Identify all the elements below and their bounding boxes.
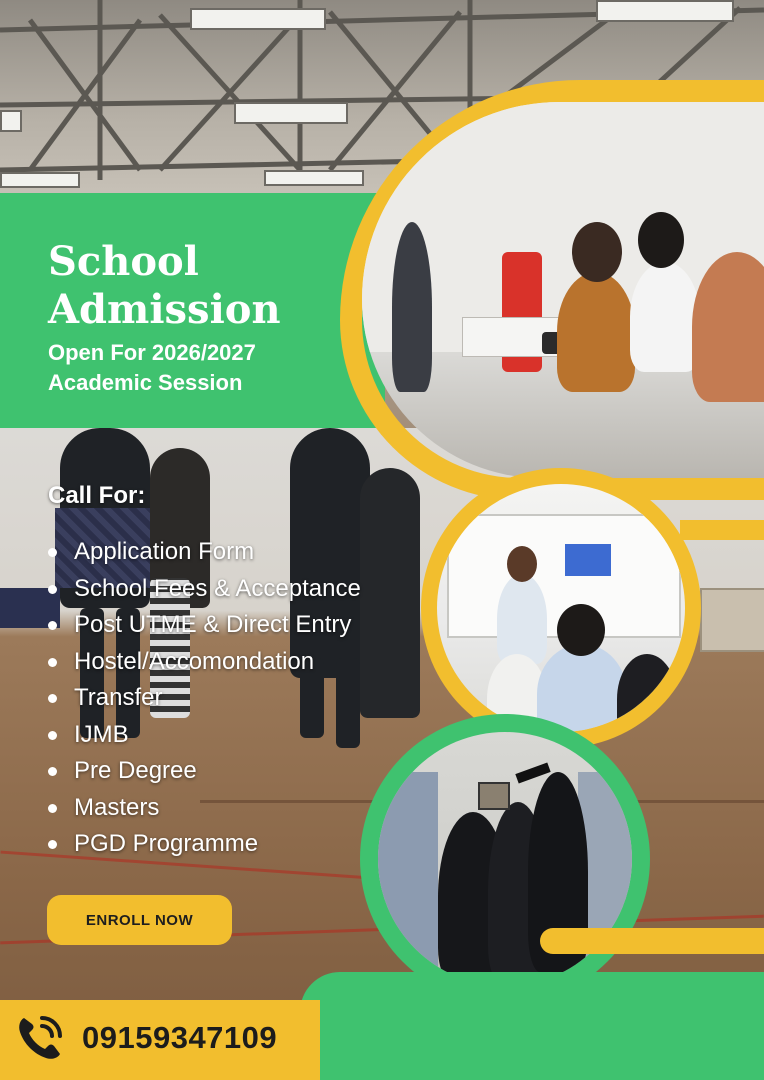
periodic-table-poster [565,544,611,576]
poster-title [48,238,368,334]
phone-number[interactable]: 09159347109 [82,1020,278,1055]
bottom-green-bar [300,972,764,1080]
classroom-students-photo [362,102,764,478]
student-head [638,212,684,268]
student-head [572,222,622,282]
yellow-accent-bar [680,520,764,540]
student-back [617,654,677,732]
ceiling-light [0,110,22,132]
ceiling-light [0,172,80,188]
ceiling-light [190,8,326,30]
bench [700,588,764,652]
services-list [48,534,361,863]
student-white-shirt [630,262,700,372]
student-orange-sweater [557,272,635,392]
subtitle-line-2: Academic Session [48,370,243,395]
diploma-frame [478,782,510,810]
enroll-now-button[interactable]: ENROLL NOW [47,895,232,945]
list-item: Post UTME & Direct Entry [48,607,361,644]
list-item: Pre Degree [48,753,361,790]
teacher-head [507,546,537,582]
list-item: Masters [48,790,361,827]
poster-subtitle [48,338,368,398]
phone-signal-icon [14,1012,66,1064]
title-line-2: Admission [48,286,281,333]
list-item: Hostel/Accomondation [48,644,361,681]
student-head [557,604,605,656]
list-item: Application Form [48,534,361,571]
dancer-silhouette [360,468,420,718]
science-class-photo [437,484,685,732]
subtitle-line-1: Open For 2026/2027 [48,340,256,365]
list-item: School Fees & Acceptance [48,571,361,608]
list-item: IJMB [48,717,361,754]
student-standing [392,222,432,392]
list-item: PGD Programme [48,826,361,863]
ceiling-light [234,102,348,124]
ceiling-light [264,170,364,186]
call-for-heading: Call For: [48,482,146,509]
list-item: Transfer [48,680,361,717]
yellow-accent-bar [540,928,764,954]
ceiling-light [596,0,734,22]
title-line-1: School [48,238,199,285]
lockers [378,772,438,972]
teacher-lab-coat [497,574,547,664]
student-back [537,644,627,732]
